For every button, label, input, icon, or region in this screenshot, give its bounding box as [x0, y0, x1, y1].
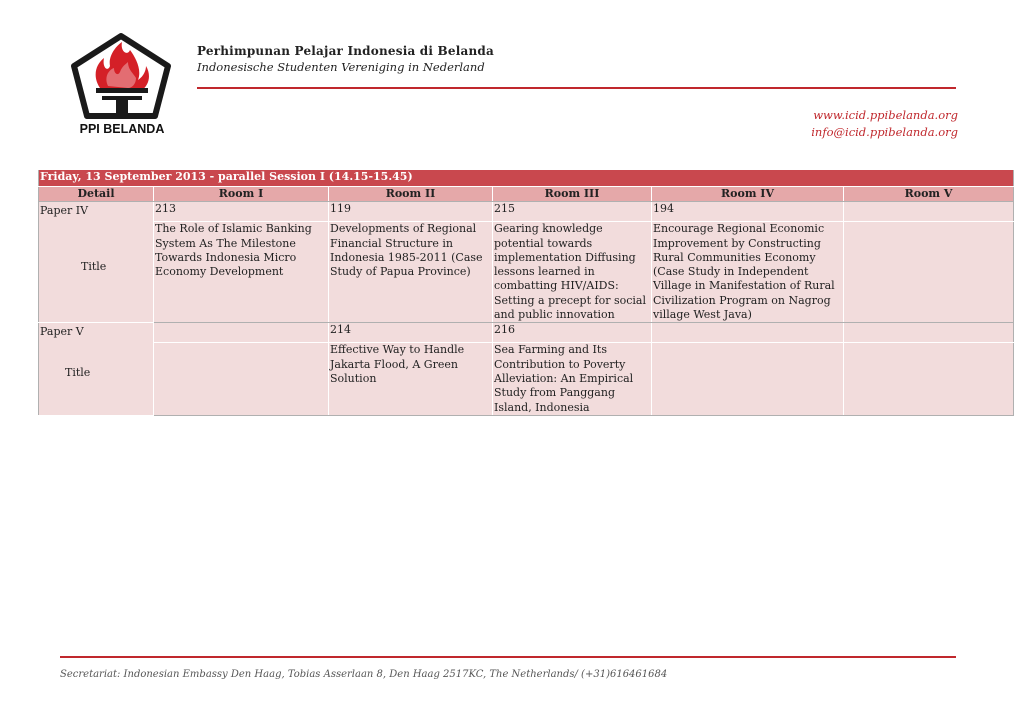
org-name: Perhimpunan Pelajar Indonesia di Belanda	[197, 44, 494, 58]
paper-label-cell	[39, 202, 154, 323]
session-title: Friday, 13 September 2013 - parallel Session I (14.15-15.45)	[39, 170, 1014, 187]
paper-title	[844, 343, 1014, 415]
paper-title	[844, 222, 1014, 323]
paper-code	[844, 202, 1014, 222]
paper-title	[652, 343, 844, 415]
col-header-room-5: Room V	[844, 187, 1014, 202]
paper-code: 215	[493, 202, 652, 222]
session-title-row	[39, 170, 1014, 187]
paper-code: 214	[329, 323, 493, 343]
paper-title: The Role of Islamic Banking System As The Milestone Towards Indonesia Micro Economy Development	[154, 222, 329, 323]
footer-rule	[60, 656, 956, 658]
col-header-room-4: Room IV	[652, 187, 844, 202]
ppi-logo	[62, 30, 180, 138]
org-name-dutch: Indonesische Studenten Vereniging in Nederland	[197, 60, 485, 74]
paper-code-row	[39, 323, 1014, 343]
paper-label: Paper IV	[40, 204, 89, 218]
website-link[interactable]: www.icid.ppibelanda.org	[813, 108, 958, 122]
paper-title	[154, 343, 329, 415]
col-header-detail: Detail	[39, 187, 154, 202]
paper-label: Paper V	[40, 325, 84, 339]
header-rule	[197, 87, 956, 89]
title-label: Title	[65, 365, 91, 379]
paper-code: 216	[493, 323, 652, 343]
col-header-room-3: Room III	[493, 187, 652, 202]
title-label: Title	[81, 259, 107, 273]
paper-title: Encourage Regional Economic Improvement by Constructing Rural Communities Economy (Case Study in Independent Village in Manifestation of Rural Civilization Program on Nagrog village West Java)	[652, 222, 844, 323]
paper-code	[154, 323, 329, 343]
schedule-table	[38, 170, 1014, 416]
paper-title: Developments of Regional Financial Structure in Indonesia 1985-2011 (Case Study of Papua Province)	[329, 222, 493, 323]
paper-code: 213	[154, 202, 329, 222]
paper-code: 194	[652, 202, 844, 222]
col-header-room-1: Room I	[154, 187, 329, 202]
paper-code: 119	[329, 202, 493, 222]
paper-code	[844, 323, 1014, 343]
paper-title-row	[39, 343, 1014, 415]
col-header-room-2: Room II	[329, 187, 493, 202]
paper-code-row	[39, 202, 1014, 222]
paper-title: Effective Way to Handle Jakarta Flood, A Green Solution	[329, 343, 493, 415]
column-header-row	[39, 187, 1014, 202]
paper-label-cell	[39, 323, 154, 415]
paper-title-row	[39, 222, 1014, 323]
footer-address: Secretariat: Indonesian Embassy Den Haag, Tobias Asserlaan 8, Den Haag 2517KC, The Netherlands/ (+31)616461684	[60, 669, 668, 680]
paper-code	[652, 323, 844, 343]
logo-text: PPI BELANDA	[79, 122, 165, 136]
paper-title: Gearing knowledge potential towards implementation Diffusing lessons learned in combatting HIV/AIDS: Setting a precept for social and public innovation	[493, 222, 652, 323]
contact-block	[811, 107, 958, 141]
email-link[interactable]: info@icid.ppibelanda.org	[811, 125, 958, 139]
paper-title: Sea Farming and Its Contribution to Poverty Alleviation: An Empirical Study from Panggang Island, Indonesia	[493, 343, 652, 415]
